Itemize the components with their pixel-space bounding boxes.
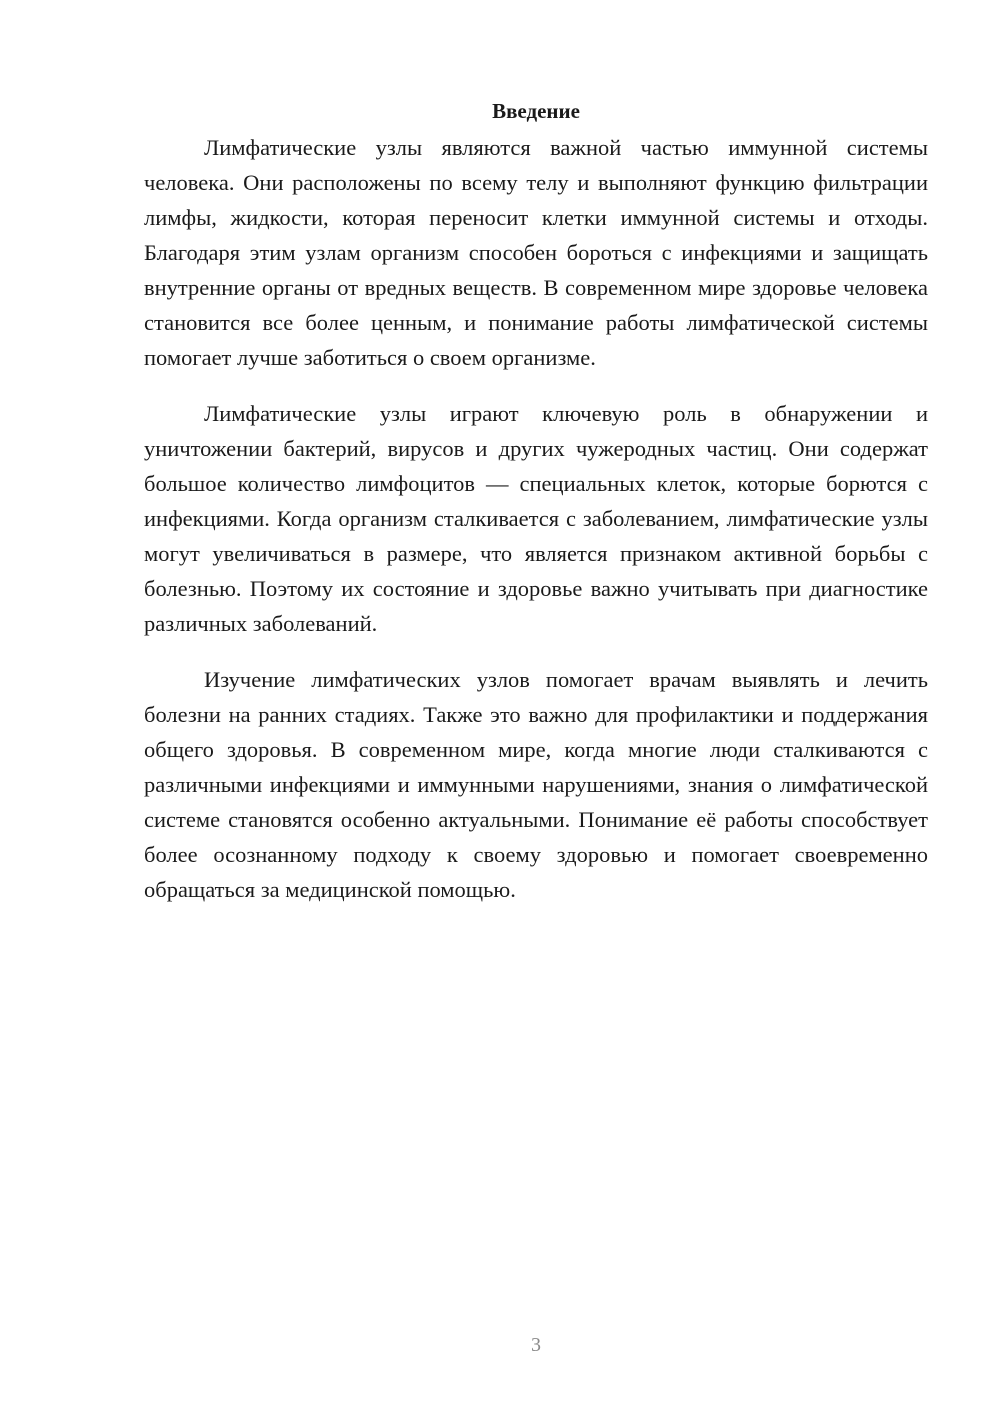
paragraph-3: Изучение лимфатических узлов помогает врачам выявлять и лечить болезни на ранних стадиях. Также это важно для профилактики и поддержания общего здоровья. В современном мире, когда многие люди сталкиваются с различными инфекциями и иммунными нарушениями, знания о лимфатической системе становятся особенно актуальными. Понимание её работы способствует более осознанному подходу к своему здоровью и помогает своевременно обращаться за медицинской помощью. — [144, 667, 928, 902]
paragraph-1: Лимфатические узлы являются важной частью иммунной системы человека. Они расположены по всему телу и выполняют функцию фильтрации лимфы, жидкости, которая переносит клетки иммунной системы и отходы. Благодаря этим узлам организм способен бороться с инфекциями и защищать внутренние органы от вредных веществ. В современном мире здоровье человека становится все более ценным, и понимание работы лимфатической системы помогает лучше заботиться о своем организме. — [144, 135, 928, 370]
page-content — [144, 96, 928, 928]
paragraph-2: Лимфатические узлы играют ключевую роль в обнаружении и уничтожении бактерий, вирусов и других чужеродных частиц. Они содержат большое количество лимфоцитов — специальных клеток, которые борются с инфекциями. Когда организм сталкивается с заболеванием, лимфатические узлы могут увеличиваться в размере, что является признаком активной борьбы с болезнью. Поэтому их состояние и здоровье важно учитывать при диагностике различных заболеваний. — [144, 401, 928, 636]
section-title: Введение — [492, 99, 580, 123]
page-number: 3 — [531, 1334, 541, 1356]
